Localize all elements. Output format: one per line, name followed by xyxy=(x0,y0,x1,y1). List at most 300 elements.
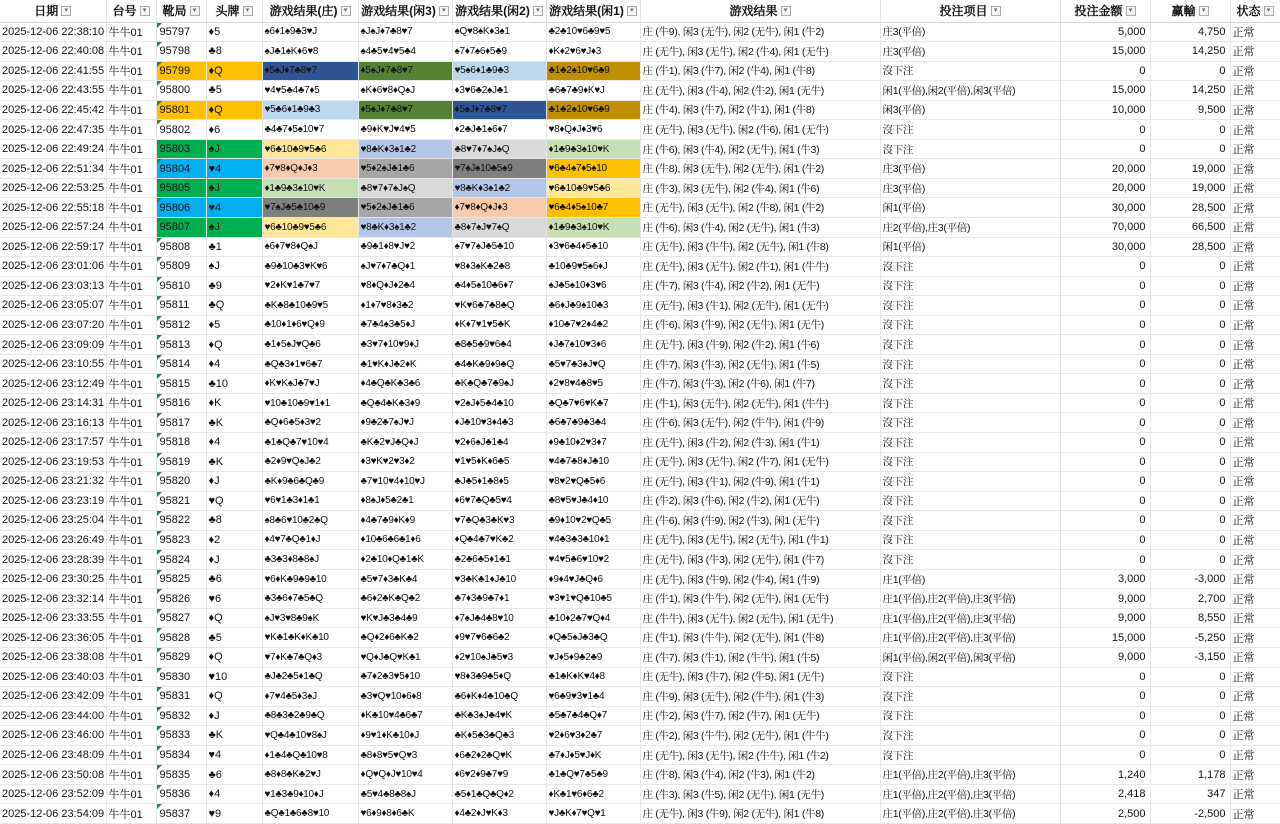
cell-table[interactable]: 牛牛01 xyxy=(106,432,156,452)
cell-status[interactable]: 正常 xyxy=(1230,120,1280,140)
cell-bet-amount[interactable]: 20,000 xyxy=(1060,159,1150,179)
cell-date[interactable]: 2025-12-06 23:50:08 xyxy=(0,765,106,785)
filter-dropdown-icon[interactable]: ▾ xyxy=(781,6,791,16)
cell-player3-cards[interactable]: ♦4♣Q♣K♣3♣6 xyxy=(358,374,452,394)
cell-shoe[interactable]: 95807 xyxy=(156,217,206,237)
cell-table[interactable]: 牛牛01 xyxy=(106,589,156,609)
cell-game-result[interactable]: 庄 (牛7), 闲3 (牛3), 闲2 (无牛), 闲1 (牛5) xyxy=(640,354,880,374)
cell-status[interactable]: 正常 xyxy=(1230,589,1280,609)
cell-game-result[interactable]: 庄 (牛8), 闲3 (无牛), 闲2 (无牛), 闲1 (牛2) xyxy=(640,159,880,179)
cell-shoe[interactable]: 95804 xyxy=(156,159,206,179)
cell-game-result[interactable]: 庄 (牛1), 闲3 (牛牛), 闲2 (无牛), 闲1 (无牛) xyxy=(640,589,880,609)
cell-shoe[interactable]: 95828 xyxy=(156,628,206,648)
cell-status[interactable]: 正常 xyxy=(1230,511,1280,531)
cell-player3-cards[interactable]: ♣Q♦2♦6♣K♣2 xyxy=(358,628,452,648)
filter-dropdown-icon[interactable]: ▾ xyxy=(61,6,71,16)
cell-banker-cards[interactable]: ♣1♣Q♣7♥10♥4 xyxy=(262,432,358,452)
cell-player2-cards[interactable]: ♥7♠J♠10♣5♠9 xyxy=(452,159,546,179)
cell-banker-cards[interactable]: ♥7♦K♣7♣Q♦3 xyxy=(262,648,358,668)
cell-table[interactable]: 牛牛01 xyxy=(106,217,156,237)
cell-win-loss[interactable]: 0 xyxy=(1150,413,1230,433)
cell-status[interactable]: 正常 xyxy=(1230,393,1280,413)
cell-player3-cards[interactable]: ♠K♦6♥8♦Q♠J xyxy=(358,81,452,101)
cell-bet-item[interactable]: 闲1(平倍),闲2(平倍),闲3(平倍) xyxy=(880,648,1060,668)
cell-player2-cards[interactable]: ♦9♥7♥6♣6♣2 xyxy=(452,628,546,648)
cell-banker-cards[interactable]: ♣3♣6♦7♣5♣Q xyxy=(262,589,358,609)
cell-status[interactable]: 正常 xyxy=(1230,257,1280,277)
cell-table[interactable]: 牛牛01 xyxy=(106,511,156,531)
cell-status[interactable]: 正常 xyxy=(1230,100,1280,120)
cell-status[interactable]: 正常 xyxy=(1230,726,1280,746)
table-row[interactable] xyxy=(0,81,1280,101)
cell-status[interactable]: 正常 xyxy=(1230,648,1280,668)
cell-bet-amount[interactable]: 0 xyxy=(1060,452,1150,472)
cell-game-result[interactable]: 庄 (牛8), 闲3 (牛4), 闲2 (牛3), 闲1 (牛2) xyxy=(640,765,880,785)
cell-win-loss[interactable]: 66,500 xyxy=(1150,217,1230,237)
cell-game-result[interactable]: 庄 (牛6), 闲3 (牛4), 闲2 (无牛), 闲1 (牛3) xyxy=(640,139,880,159)
cell-date[interactable]: 2025-12-06 23:09:09 xyxy=(0,335,106,355)
cell-game-result[interactable]: 庄 (牛2), 闲3 (牛7), 闲2 (牛7), 闲1 (无牛) xyxy=(640,706,880,726)
cell-player2-cards[interactable]: ♣6♦K♦4♣10♣Q xyxy=(452,687,546,707)
cell-player3-cards[interactable]: ♦9♥1♦K♣10♦J xyxy=(358,726,452,746)
cell-status[interactable]: 正常 xyxy=(1230,217,1280,237)
cell-game-result[interactable]: 庄 (无牛), 闲3 (无牛), 闲2 (牛4), 闲1 (无牛) xyxy=(640,42,880,62)
cell-player1-cards[interactable]: ♣8♥5♥J♣4♦10 xyxy=(546,491,640,511)
cell-bet-item[interactable]: 沒下注 xyxy=(880,432,1060,452)
cell-player3-cards[interactable]: ♣7♣4♠3♣5♦J xyxy=(358,315,452,335)
table-row[interactable] xyxy=(0,569,1280,589)
cell-player2-cards[interactable]: ♠7♦7♠6♦5♣9 xyxy=(452,42,546,62)
cell-head-card[interactable]: ♠J xyxy=(206,217,262,237)
cell-table[interactable]: 牛牛01 xyxy=(106,726,156,746)
filter-dropdown-icon[interactable]: ▾ xyxy=(341,6,351,16)
cell-shoe[interactable]: 95798 xyxy=(156,42,206,62)
cell-table[interactable]: 牛牛01 xyxy=(106,178,156,198)
table-row[interactable] xyxy=(0,432,1280,452)
cell-bet-item[interactable]: 庄3(平倍) xyxy=(880,22,1060,42)
cell-bet-amount[interactable]: 2,418 xyxy=(1060,784,1150,804)
cell-status[interactable]: 正常 xyxy=(1230,237,1280,257)
cell-head-card[interactable]: ♦5 xyxy=(206,315,262,335)
cell-player1-cards[interactable]: ♣5♣7♣4♣Q♦7 xyxy=(546,706,640,726)
cell-player2-cards[interactable]: ♣J♣5♦1♣8♦5 xyxy=(452,472,546,492)
cell-win-loss[interactable]: 0 xyxy=(1150,745,1230,765)
cell-status[interactable]: 正常 xyxy=(1230,452,1280,472)
cell-head-card[interactable]: ♥4 xyxy=(206,745,262,765)
cell-bet-amount[interactable]: 10,000 xyxy=(1060,100,1150,120)
cell-bet-amount[interactable]: 0 xyxy=(1060,61,1150,81)
cell-banker-cards[interactable]: ♥1♣3♣9♦10♦J xyxy=(262,784,358,804)
cell-game-result[interactable]: 庄 (牛1), 闲3 (牛7), 闲2 (牛4), 闲1 (牛8) xyxy=(640,61,880,81)
cell-bet-item[interactable]: 庄3(平倍) xyxy=(880,159,1060,179)
cell-head-card[interactable]: ♦J xyxy=(206,472,262,492)
cell-status[interactable]: 正常 xyxy=(1230,491,1280,511)
cell-bet-amount[interactable]: 0 xyxy=(1060,413,1150,433)
table-row[interactable] xyxy=(0,648,1280,668)
cell-banker-cards[interactable]: ♦4♥7♣Q♣1♦J xyxy=(262,530,358,550)
table-row[interactable] xyxy=(0,315,1280,335)
cell-table[interactable]: 牛牛01 xyxy=(106,804,156,824)
cell-player1-cards[interactable]: ♣6♦J♣9♠10♣3 xyxy=(546,296,640,316)
cell-bet-item[interactable]: 沒下注 xyxy=(880,315,1060,335)
cell-player2-cards[interactable]: ♥8♦3♣9♣5♦Q xyxy=(452,667,546,687)
cell-head-card[interactable]: ♦Q xyxy=(206,608,262,628)
cell-status[interactable]: 正常 xyxy=(1230,178,1280,198)
cell-head-card[interactable]: ♣10 xyxy=(206,374,262,394)
cell-banker-cards[interactable]: ♠8♣6♥10♣2♣Q xyxy=(262,511,358,531)
cell-date[interactable]: 2025-12-06 23:46:00 xyxy=(0,726,106,746)
cell-date[interactable]: 2025-12-06 22:59:17 xyxy=(0,237,106,257)
cell-banker-cards[interactable]: ♥7♠J♣5♣10♣9 xyxy=(262,198,358,218)
cell-win-loss[interactable]: 1,178 xyxy=(1150,765,1230,785)
cell-win-loss[interactable]: 0 xyxy=(1150,432,1230,452)
cell-banker-cards[interactable]: ♦1♣9♣3♠10♥K xyxy=(262,178,358,198)
cell-shoe[interactable]: 95816 xyxy=(156,393,206,413)
column-header-win-loss[interactable] xyxy=(1150,0,1230,22)
cell-player3-cards[interactable]: ♦5♠J♦7♣8♥7 xyxy=(358,61,452,81)
cell-bet-amount[interactable]: 0 xyxy=(1060,550,1150,570)
cell-shoe[interactable]: 95813 xyxy=(156,335,206,355)
cell-date[interactable]: 2025-12-06 23:12:49 xyxy=(0,374,106,394)
filter-dropdown-icon[interactable]: ▾ xyxy=(1264,6,1274,16)
cell-player1-cards[interactable]: ♦J♣7♠10♥3♦6 xyxy=(546,335,640,355)
cell-date[interactable]: 2025-12-06 23:30:25 xyxy=(0,569,106,589)
table-row[interactable] xyxy=(0,804,1280,824)
cell-game-result[interactable]: 庄 (牛6), 闲3 (牛9), 闲2 (牛3), 闲1 (无牛) xyxy=(640,511,880,531)
cell-player2-cards[interactable]: ♣4♣K♣9♦9♣Q xyxy=(452,354,546,374)
cell-bet-amount[interactable]: 9,000 xyxy=(1060,608,1150,628)
cell-status[interactable]: 正常 xyxy=(1230,296,1280,316)
cell-banker-cards[interactable]: ♥4♥5♣4♣7♦5 xyxy=(262,81,358,101)
cell-game-result[interactable]: 庄 (牛1), 闲3 (牛牛), 闲2 (无牛), 闲1 (牛8) xyxy=(640,628,880,648)
cell-player3-cards[interactable]: ♣6♦2♣K♣Q♣2 xyxy=(358,589,452,609)
cell-player3-cards[interactable]: ♦8♠J♦5♣2♣1 xyxy=(358,491,452,511)
cell-head-card[interactable]: ♦J xyxy=(206,550,262,570)
cell-win-loss[interactable]: 347 xyxy=(1150,784,1230,804)
cell-bet-amount[interactable]: 0 xyxy=(1060,335,1150,355)
filter-dropdown-icon[interactable]: ▾ xyxy=(627,6,637,16)
cell-banker-cards[interactable]: ♦7♥4♣5♦3♠J xyxy=(262,687,358,707)
cell-shoe[interactable]: 95836 xyxy=(156,784,206,804)
cell-bet-amount[interactable]: 0 xyxy=(1060,511,1150,531)
cell-date[interactable]: 2025-12-06 23:28:39 xyxy=(0,550,106,570)
cell-banker-cards[interactable]: ♠6♦7♥8♦Q♠J xyxy=(262,237,358,257)
cell-status[interactable]: 正常 xyxy=(1230,354,1280,374)
cell-table[interactable]: 牛牛01 xyxy=(106,648,156,668)
cell-banker-cards[interactable]: ♥6♦K♣9♣9♣10 xyxy=(262,569,358,589)
cell-table[interactable]: 牛牛01 xyxy=(106,335,156,355)
cell-bet-amount[interactable]: 0 xyxy=(1060,491,1150,511)
table-row[interactable] xyxy=(0,393,1280,413)
cell-banker-cards[interactable]: ♥2♦K♥1♣7♥7 xyxy=(262,276,358,296)
cell-win-loss[interactable]: 0 xyxy=(1150,276,1230,296)
cell-bet-item[interactable]: 沒下注 xyxy=(880,120,1060,140)
cell-shoe[interactable]: 95829 xyxy=(156,648,206,668)
cell-bet-amount[interactable]: 0 xyxy=(1060,472,1150,492)
cell-head-card[interactable]: ♠J xyxy=(206,139,262,159)
cell-game-result[interactable]: 庄 (无牛), 闲3 (牛9), 闲2 (无牛), 闲1 (牛8) xyxy=(640,804,880,824)
table-row[interactable] xyxy=(0,784,1280,804)
cell-bet-item[interactable]: 沒下注 xyxy=(880,667,1060,687)
cell-table[interactable]: 牛牛01 xyxy=(106,472,156,492)
cell-shoe[interactable]: 95801 xyxy=(156,100,206,120)
cell-player1-cards[interactable]: ♥2♦6♥3♦2♣7 xyxy=(546,726,640,746)
cell-date[interactable]: 2025-12-06 23:36:05 xyxy=(0,628,106,648)
cell-status[interactable]: 正常 xyxy=(1230,159,1280,179)
cell-shoe[interactable]: 95817 xyxy=(156,413,206,433)
cell-table[interactable]: 牛牛01 xyxy=(106,100,156,120)
cell-win-loss[interactable]: -2,500 xyxy=(1150,804,1230,824)
column-header-table[interactable] xyxy=(106,0,156,22)
cell-bet-amount[interactable]: 0 xyxy=(1060,432,1150,452)
cell-bet-amount[interactable]: 0 xyxy=(1060,745,1150,765)
cell-game-result[interactable]: 庄 (牛牛), 闲3 (无牛), 闲2 (无牛), 闲1 (无牛) xyxy=(640,608,880,628)
cell-date[interactable]: 2025-12-06 22:49:24 xyxy=(0,139,106,159)
cell-banker-cards[interactable]: ♣Q♦6♣5♦3♥2 xyxy=(262,413,358,433)
cell-game-result[interactable]: 庄 (无牛), 闲3 (无牛), 闲2 (牛7), 闲1 (无牛) xyxy=(640,452,880,472)
cell-bet-amount[interactable]: 30,000 xyxy=(1060,198,1150,218)
cell-head-card[interactable]: ♦Q xyxy=(206,648,262,668)
cell-head-card[interactable]: ♥4 xyxy=(206,159,262,179)
cell-bet-amount[interactable]: 9,000 xyxy=(1060,589,1150,609)
cell-date[interactable]: 2025-12-06 23:54:09 xyxy=(0,804,106,824)
cell-player2-cards[interactable]: ♥8♦3♠K♣2♣8 xyxy=(452,257,546,277)
cell-player1-cards[interactable]: ♣1♣2♠10♥6♣9 xyxy=(546,100,640,120)
cell-banker-cards[interactable]: ♥6♥1♣3♦1♣1 xyxy=(262,491,358,511)
cell-head-card[interactable]: ♥9 xyxy=(206,804,262,824)
table-row[interactable] xyxy=(0,608,1280,628)
cell-head-card[interactable]: ♣Q xyxy=(206,296,262,316)
cell-player1-cards[interactable]: ♥6♣4♦5♠10♣7 xyxy=(546,198,640,218)
cell-table[interactable]: 牛牛01 xyxy=(106,81,156,101)
cell-player1-cards[interactable]: ♦Q♣5♠J♣3♣Q xyxy=(546,628,640,648)
cell-date[interactable]: 2025-12-06 23:03:13 xyxy=(0,276,106,296)
cell-player2-cards[interactable]: ♣K♣3♠J♣4♥K xyxy=(452,706,546,726)
cell-bet-item[interactable]: 庄1(平倍) xyxy=(880,569,1060,589)
cell-head-card[interactable]: ♦K xyxy=(206,393,262,413)
cell-bet-amount[interactable]: 0 xyxy=(1060,276,1150,296)
cell-bet-amount[interactable]: 30,000 xyxy=(1060,237,1150,257)
table-row[interactable] xyxy=(0,61,1280,81)
cell-status[interactable]: 正常 xyxy=(1230,706,1280,726)
cell-bet-amount[interactable]: 0 xyxy=(1060,120,1150,140)
cell-game-result[interactable]: 庄 (无牛), 闲3 (无牛), 闲2 (牛牛), 闲1 (牛2) xyxy=(640,745,880,765)
cell-win-loss[interactable]: 0 xyxy=(1150,687,1230,707)
cell-player3-cards[interactable]: ♥8♣K♦3♠1♣2 xyxy=(358,139,452,159)
cell-head-card[interactable]: ♣K xyxy=(206,726,262,746)
cell-banker-cards[interactable]: ♦1♣4♣Q♣10♥8 xyxy=(262,745,358,765)
cell-player3-cards[interactable]: ♣9♦K♥J♥4♥5 xyxy=(358,120,452,140)
cell-status[interactable]: 正常 xyxy=(1230,628,1280,648)
cell-date[interactable]: 2025-12-06 22:47:35 xyxy=(0,120,106,140)
cell-shoe[interactable]: 95832 xyxy=(156,706,206,726)
cell-head-card[interactable]: ♦6 xyxy=(206,120,262,140)
cell-bet-item[interactable]: 庄1(平倍),庄2(平倍),庄3(平倍) xyxy=(880,784,1060,804)
cell-head-card[interactable]: ♦4 xyxy=(206,432,262,452)
cell-table[interactable]: 牛牛01 xyxy=(106,784,156,804)
cell-bet-amount[interactable]: 0 xyxy=(1060,687,1150,707)
cell-head-card[interactable]: ♦2 xyxy=(206,530,262,550)
cell-shoe[interactable]: 95834 xyxy=(156,745,206,765)
cell-table[interactable]: 牛牛01 xyxy=(106,765,156,785)
cell-banker-cards[interactable]: ♣Q♣1♣6♣8♥10 xyxy=(262,804,358,824)
cell-table[interactable]: 牛牛01 xyxy=(106,687,156,707)
cell-date[interactable]: 2025-12-06 23:16:13 xyxy=(0,413,106,433)
cell-table[interactable]: 牛牛01 xyxy=(106,296,156,316)
cell-player3-cards[interactable]: ♠J♠J♦7♣8♥7 xyxy=(358,22,452,42)
cell-bet-item[interactable]: 沒下注 xyxy=(880,413,1060,433)
cell-shoe[interactable]: 95826 xyxy=(156,589,206,609)
cell-status[interactable]: 正常 xyxy=(1230,530,1280,550)
cell-shoe[interactable]: 95810 xyxy=(156,276,206,296)
cell-shoe[interactable]: 95805 xyxy=(156,178,206,198)
cell-game-result[interactable]: 庄 (牛6), 闲3 (牛9), 闲2 (无牛), 闲1 (无牛) xyxy=(640,315,880,335)
cell-table[interactable]: 牛牛01 xyxy=(106,413,156,433)
cell-head-card[interactable]: ♦5 xyxy=(206,22,262,42)
cell-shoe[interactable]: 95815 xyxy=(156,374,206,394)
cell-win-loss[interactable]: 28,500 xyxy=(1150,237,1230,257)
cell-shoe[interactable]: 95797 xyxy=(156,22,206,42)
cell-date[interactable]: 2025-12-06 23:14:31 xyxy=(0,393,106,413)
cell-player1-cards[interactable]: ♣6♣7♣9♣3♣4 xyxy=(546,413,640,433)
column-header-player2-result[interactable] xyxy=(452,0,546,22)
cell-win-loss[interactable]: 0 xyxy=(1150,550,1230,570)
cell-table[interactable]: 牛牛01 xyxy=(106,354,156,374)
cell-head-card[interactable]: ♣8 xyxy=(206,511,262,531)
cell-player1-cards[interactable]: ♣10♣9♥5♠6♦J xyxy=(546,257,640,277)
cell-player2-cards[interactable]: ♦Q♣4♣7♥K♣2 xyxy=(452,530,546,550)
cell-bet-amount[interactable]: 15,000 xyxy=(1060,628,1150,648)
cell-win-loss[interactable]: 9,500 xyxy=(1150,100,1230,120)
cell-date[interactable]: 2025-12-06 22:53:25 xyxy=(0,178,106,198)
cell-bet-item[interactable]: 闲1(平倍) xyxy=(880,198,1060,218)
cell-bet-amount[interactable]: 0 xyxy=(1060,315,1150,335)
cell-win-loss[interactable]: 0 xyxy=(1150,354,1230,374)
cell-game-result[interactable]: 庄 (无牛), 闲3 (牛4), 闲2 (牛2), 闲1 (无牛) xyxy=(640,81,880,101)
cell-bet-amount[interactable]: 1,240 xyxy=(1060,765,1150,785)
column-header-bet-amount[interactable] xyxy=(1060,0,1150,22)
cell-status[interactable]: 正常 xyxy=(1230,472,1280,492)
cell-bet-item[interactable]: 沒下注 xyxy=(880,550,1060,570)
cell-player3-cards[interactable]: ♣7♥10♥4♦10♥J xyxy=(358,472,452,492)
cell-status[interactable]: 正常 xyxy=(1230,315,1280,335)
cell-banker-cards[interactable]: ♣Q♣3♦1♥6♣7 xyxy=(262,354,358,374)
cell-date[interactable]: 2025-12-06 22:57:24 xyxy=(0,217,106,237)
cell-shoe[interactable]: 95822 xyxy=(156,511,206,531)
cell-player3-cards[interactable]: ♦3♥K♥2♥3♦2 xyxy=(358,452,452,472)
table-row[interactable] xyxy=(0,472,1280,492)
cell-game-result[interactable]: 庄 (牛3), 闲3 (牛5), 闲2 (无牛), 闲1 (无牛) xyxy=(640,784,880,804)
cell-banker-cards[interactable]: ♥10♣10♣9♥1♦1 xyxy=(262,393,358,413)
cell-bet-item[interactable]: 沒下注 xyxy=(880,687,1060,707)
cell-player2-cards[interactable]: ♥1♥5♦K♦6♣5 xyxy=(452,452,546,472)
cell-player1-cards[interactable]: ♣1♣Q♥7♣5♣9 xyxy=(546,765,640,785)
cell-player3-cards[interactable]: ♥6♦9♦8♦6♣K xyxy=(358,804,452,824)
filter-dropdown-icon[interactable]: ▾ xyxy=(140,6,150,16)
cell-status[interactable]: 正常 xyxy=(1230,61,1280,81)
cell-win-loss[interactable]: 0 xyxy=(1150,257,1230,277)
cell-table[interactable]: 牛牛01 xyxy=(106,452,156,472)
cell-win-loss[interactable]: 0 xyxy=(1150,530,1230,550)
table-row[interactable] xyxy=(0,100,1280,120)
cell-table[interactable]: 牛牛01 xyxy=(106,569,156,589)
cell-bet-item[interactable]: 沒下注 xyxy=(880,511,1060,531)
cell-table[interactable]: 牛牛01 xyxy=(106,706,156,726)
cell-head-card[interactable]: ♣K xyxy=(206,452,262,472)
cell-bet-amount[interactable]: 0 xyxy=(1060,393,1150,413)
cell-player2-cards[interactable]: ♦5♠J♦7♣8♥7 xyxy=(452,100,546,120)
cell-banker-cards[interactable]: ♣10♦1♦6♥Q♦9 xyxy=(262,315,358,335)
cell-game-result[interactable]: 庄 (牛7), 闲3 (牛4), 闲2 (牛2), 闲1 (无牛) xyxy=(640,276,880,296)
cell-date[interactable]: 2025-12-06 23:05:07 xyxy=(0,296,106,316)
cell-date[interactable]: 2025-12-06 23:19:53 xyxy=(0,452,106,472)
cell-player1-cards[interactable]: ♣5♥7♣3♠J♥Q xyxy=(546,354,640,374)
table-row[interactable] xyxy=(0,42,1280,62)
cell-game-result[interactable]: 庄 (牛9), 闲3 (无牛), 闲2 (无牛), 闲1 (牛2) xyxy=(640,22,880,42)
cell-shoe[interactable]: 95806 xyxy=(156,198,206,218)
table-row[interactable] xyxy=(0,120,1280,140)
table-row[interactable] xyxy=(0,452,1280,472)
cell-banker-cards[interactable]: ♣4♣7♦5♠10♥7 xyxy=(262,120,358,140)
cell-table[interactable]: 牛牛01 xyxy=(106,745,156,765)
cell-bet-item[interactable]: 沒下注 xyxy=(880,472,1060,492)
cell-player3-cards[interactable]: ♣8♦8♥5♥Q♥3 xyxy=(358,745,452,765)
cell-bet-amount[interactable]: 15,000 xyxy=(1060,81,1150,101)
cell-win-loss[interactable]: 0 xyxy=(1150,511,1230,531)
cell-date[interactable]: 2025-12-06 22:38:10 xyxy=(0,22,106,42)
cell-bet-amount[interactable]: 9,000 xyxy=(1060,648,1150,668)
cell-status[interactable]: 正常 xyxy=(1230,784,1280,804)
cell-status[interactable]: 正常 xyxy=(1230,550,1280,570)
cell-player1-cards[interactable]: ♦9♦4♥J♣Q♦6 xyxy=(546,569,640,589)
cell-status[interactable]: 正常 xyxy=(1230,42,1280,62)
cell-player3-cards[interactable]: ♣Q♣4♣K♣3♦9 xyxy=(358,393,452,413)
column-header-status[interactable] xyxy=(1230,0,1280,22)
cell-shoe[interactable]: 95835 xyxy=(156,765,206,785)
cell-table[interactable]: 牛牛01 xyxy=(106,198,156,218)
cell-date[interactable]: 2025-12-06 23:48:09 xyxy=(0,745,106,765)
cell-win-loss[interactable]: 8,550 xyxy=(1150,608,1230,628)
cell-player1-cards[interactable]: ♥3♥1♥Q♣10♣5 xyxy=(546,589,640,609)
cell-table[interactable]: 牛牛01 xyxy=(106,628,156,648)
cell-head-card[interactable]: ♦4 xyxy=(206,784,262,804)
cell-player2-cards[interactable]: ♥5♠6♦1♣9♣3 xyxy=(452,61,546,81)
cell-head-card[interactable]: ♥4 xyxy=(206,198,262,218)
cell-shoe[interactable]: 95821 xyxy=(156,491,206,511)
cell-shoe[interactable]: 95827 xyxy=(156,608,206,628)
cell-date[interactable]: 2025-12-06 23:01:06 xyxy=(0,257,106,277)
cell-player2-cards[interactable]: ♥3♣K♣1♦J♣10 xyxy=(452,569,546,589)
cell-win-loss[interactable]: 0 xyxy=(1150,296,1230,316)
filter-dropdown-icon[interactable]: ▾ xyxy=(1126,6,1136,16)
table-row[interactable] xyxy=(0,706,1280,726)
table-row[interactable] xyxy=(0,687,1280,707)
cell-player3-cards[interactable]: ♣5♥7♦3♣K♣4 xyxy=(358,569,452,589)
cell-bet-item[interactable]: 沒下注 xyxy=(880,61,1060,81)
cell-win-loss[interactable]: 0 xyxy=(1150,706,1230,726)
cell-player3-cards[interactable]: ♥Q♦J♣Q♥K♣1 xyxy=(358,648,452,668)
cell-player1-cards[interactable]: ♣2♣10♥6♣9♥5 xyxy=(546,22,640,42)
cell-player2-cards[interactable]: ♣8♣5♣9♥6♣4 xyxy=(452,335,546,355)
cell-bet-item[interactable]: 庄1(平倍),庄2(平倍),庄3(平倍) xyxy=(880,765,1060,785)
cell-game-result[interactable]: 庄 (无牛), 闲3 (无牛), 闲2 (牛8), 闲1 (牛2) xyxy=(640,198,880,218)
cell-player1-cards[interactable]: ♥6♣10♣9♥5♣6 xyxy=(546,178,640,198)
cell-date[interactable]: 2025-12-06 23:52:09 xyxy=(0,784,106,804)
cell-game-result[interactable]: 庄 (无牛), 闲3 (牛1), 闲2 (无牛), 闲1 (无牛) xyxy=(640,296,880,316)
cell-bet-amount[interactable]: 2,500 xyxy=(1060,804,1150,824)
cell-player3-cards[interactable]: ♣8♥7♦7♠J♠Q xyxy=(358,178,452,198)
cell-head-card[interactable]: ♣5 xyxy=(206,628,262,648)
